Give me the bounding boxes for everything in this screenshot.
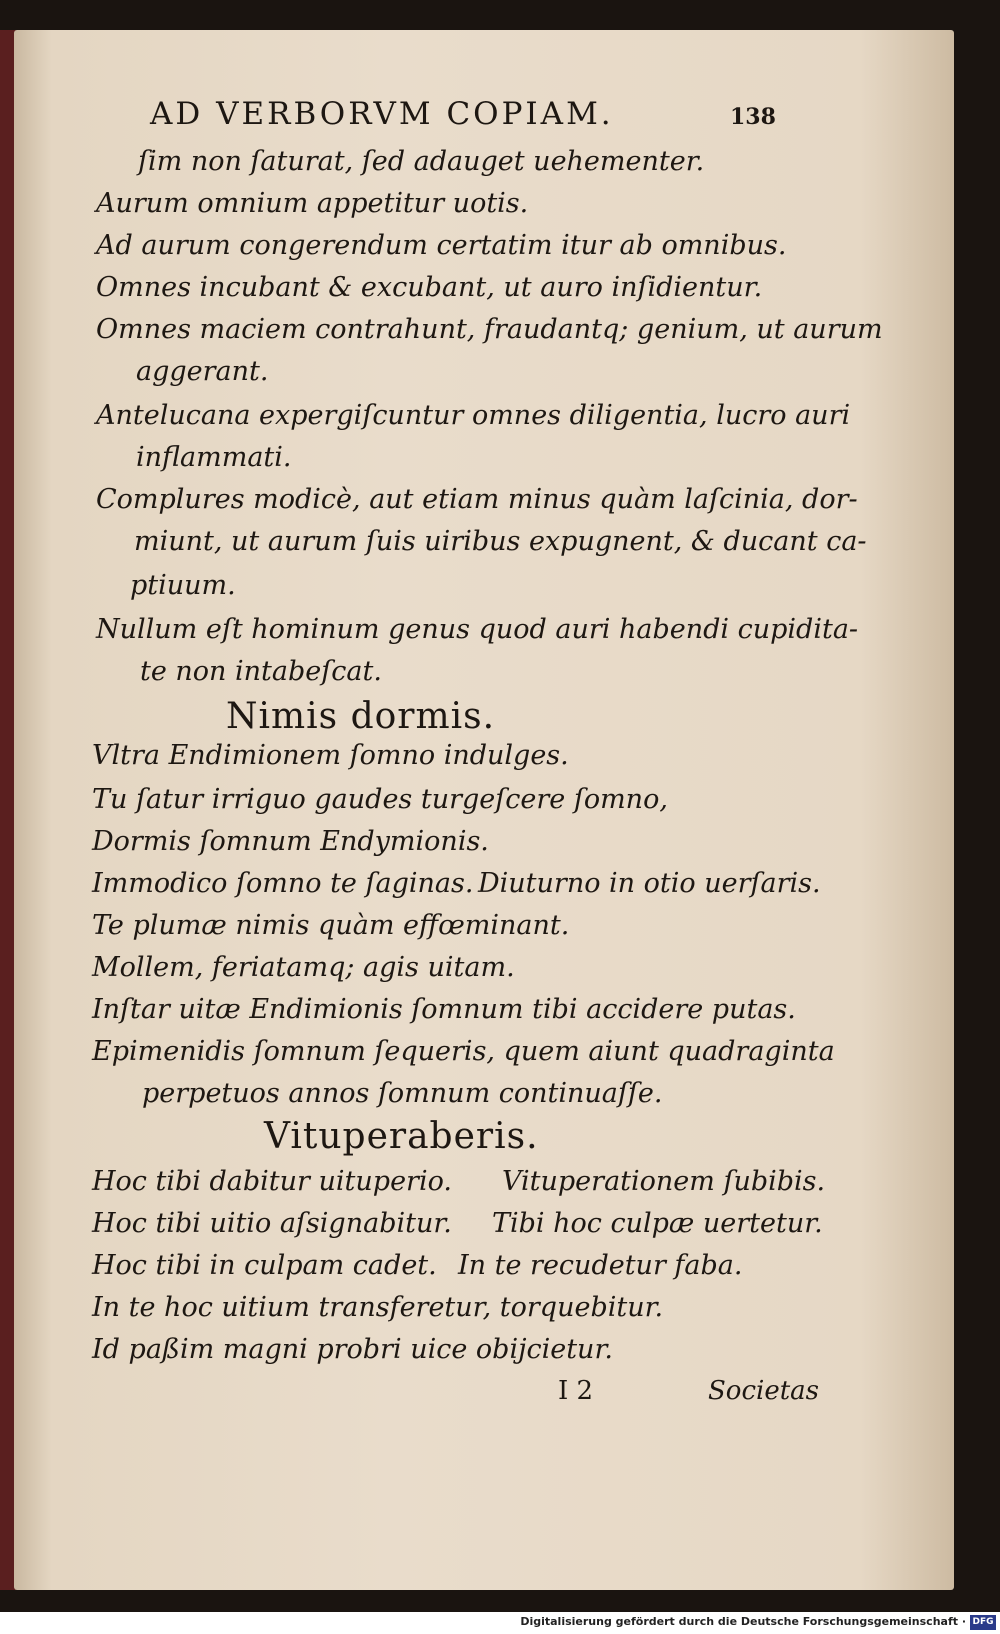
- credit-text: Digitalisierung gefördert durch die Deutsche Forschungsgemeinschaft ·: [520, 1615, 966, 1628]
- signature-mark: I 2: [558, 1376, 594, 1406]
- text-line: Omnes incubant & excubant, ut auro inſidientur.: [96, 272, 763, 303]
- text-line: Tibi hoc culpæ uertetur.: [492, 1208, 823, 1239]
- text-line: Vituperationem ſubibis.: [502, 1166, 826, 1197]
- text-line: miunt, ut aurum ſuis uiribus expugnent, & ducant ca-: [134, 526, 867, 557]
- text-line: Omnes maciem contrahunt, fraudantq; genium, ut aurum: [96, 314, 883, 345]
- text-line: Diuturno in otio uerſaris.: [478, 868, 821, 899]
- text-line: Mollem, feriatamq; agis uitam.: [92, 952, 515, 983]
- text-line: inflammati.: [136, 442, 292, 473]
- text-line: Vltra Endimionem ſomno indulges.: [92, 740, 569, 771]
- text-line: Immodico ſomno te ſaginas.: [92, 868, 474, 899]
- text-line: In te recudetur faba.: [458, 1250, 743, 1281]
- text-line: Epimenidis ſomnum ſequeris, quem aiunt quadraginta: [92, 1036, 835, 1067]
- section-heading: Nimis dormis.: [226, 696, 496, 737]
- text-line: Dormis ſomnum Endymionis.: [92, 826, 489, 857]
- text-line: perpetuos annos ſomnum continuaſſe.: [142, 1078, 663, 1109]
- text-line: Tu ſatur irriguo gaudes turgeſcere ſomno,: [92, 784, 668, 815]
- text-line: Te plumæ nimis quàm effœminant.: [92, 910, 570, 941]
- text-line: ſim non ſaturat, ſed adauget uehementer.: [138, 146, 705, 177]
- text-line: Complures modicè, aut etiam minus quàm laſcinia, dor-: [96, 484, 858, 515]
- text-line: Inſtar uitæ Endimionis ſomnum tibi accidere putas.: [92, 994, 796, 1025]
- text-line: te non intabeſcat.: [140, 656, 382, 687]
- text-line: Hoc tibi uitio aſsignabitur.: [92, 1208, 452, 1239]
- section-heading: Vituperaberis.: [264, 1116, 539, 1157]
- text-line: Antelucana expergiſcuntur omnes diligentia, lucro auri: [96, 400, 851, 431]
- text-line: Hoc tibi dabitur uituperio.: [92, 1166, 452, 1197]
- catchword: Societas: [708, 1376, 820, 1406]
- folio-number: 138: [730, 104, 776, 130]
- running-head: AD VERBORVM COPIAM.: [150, 96, 614, 132]
- text-line: aggerant.: [136, 356, 269, 387]
- text-line: Hoc tibi in culpam cadet.: [92, 1250, 437, 1281]
- text-line: Aurum omnium appetitur uotis.: [96, 188, 529, 219]
- text-line: Id paßim magni probri uice obijcietur.: [92, 1334, 613, 1365]
- text-line: In te hoc uitium transferetur, torquebitur.: [92, 1292, 664, 1323]
- text-line: Nullum eſt hominum genus quod auri habendi cupidita-: [96, 614, 859, 645]
- text-line: Ad aurum congerendum certatim itur ab omnibus.: [96, 230, 787, 261]
- dfg-logo: DFG: [970, 1615, 996, 1630]
- text-line: ptiuum.: [130, 570, 236, 601]
